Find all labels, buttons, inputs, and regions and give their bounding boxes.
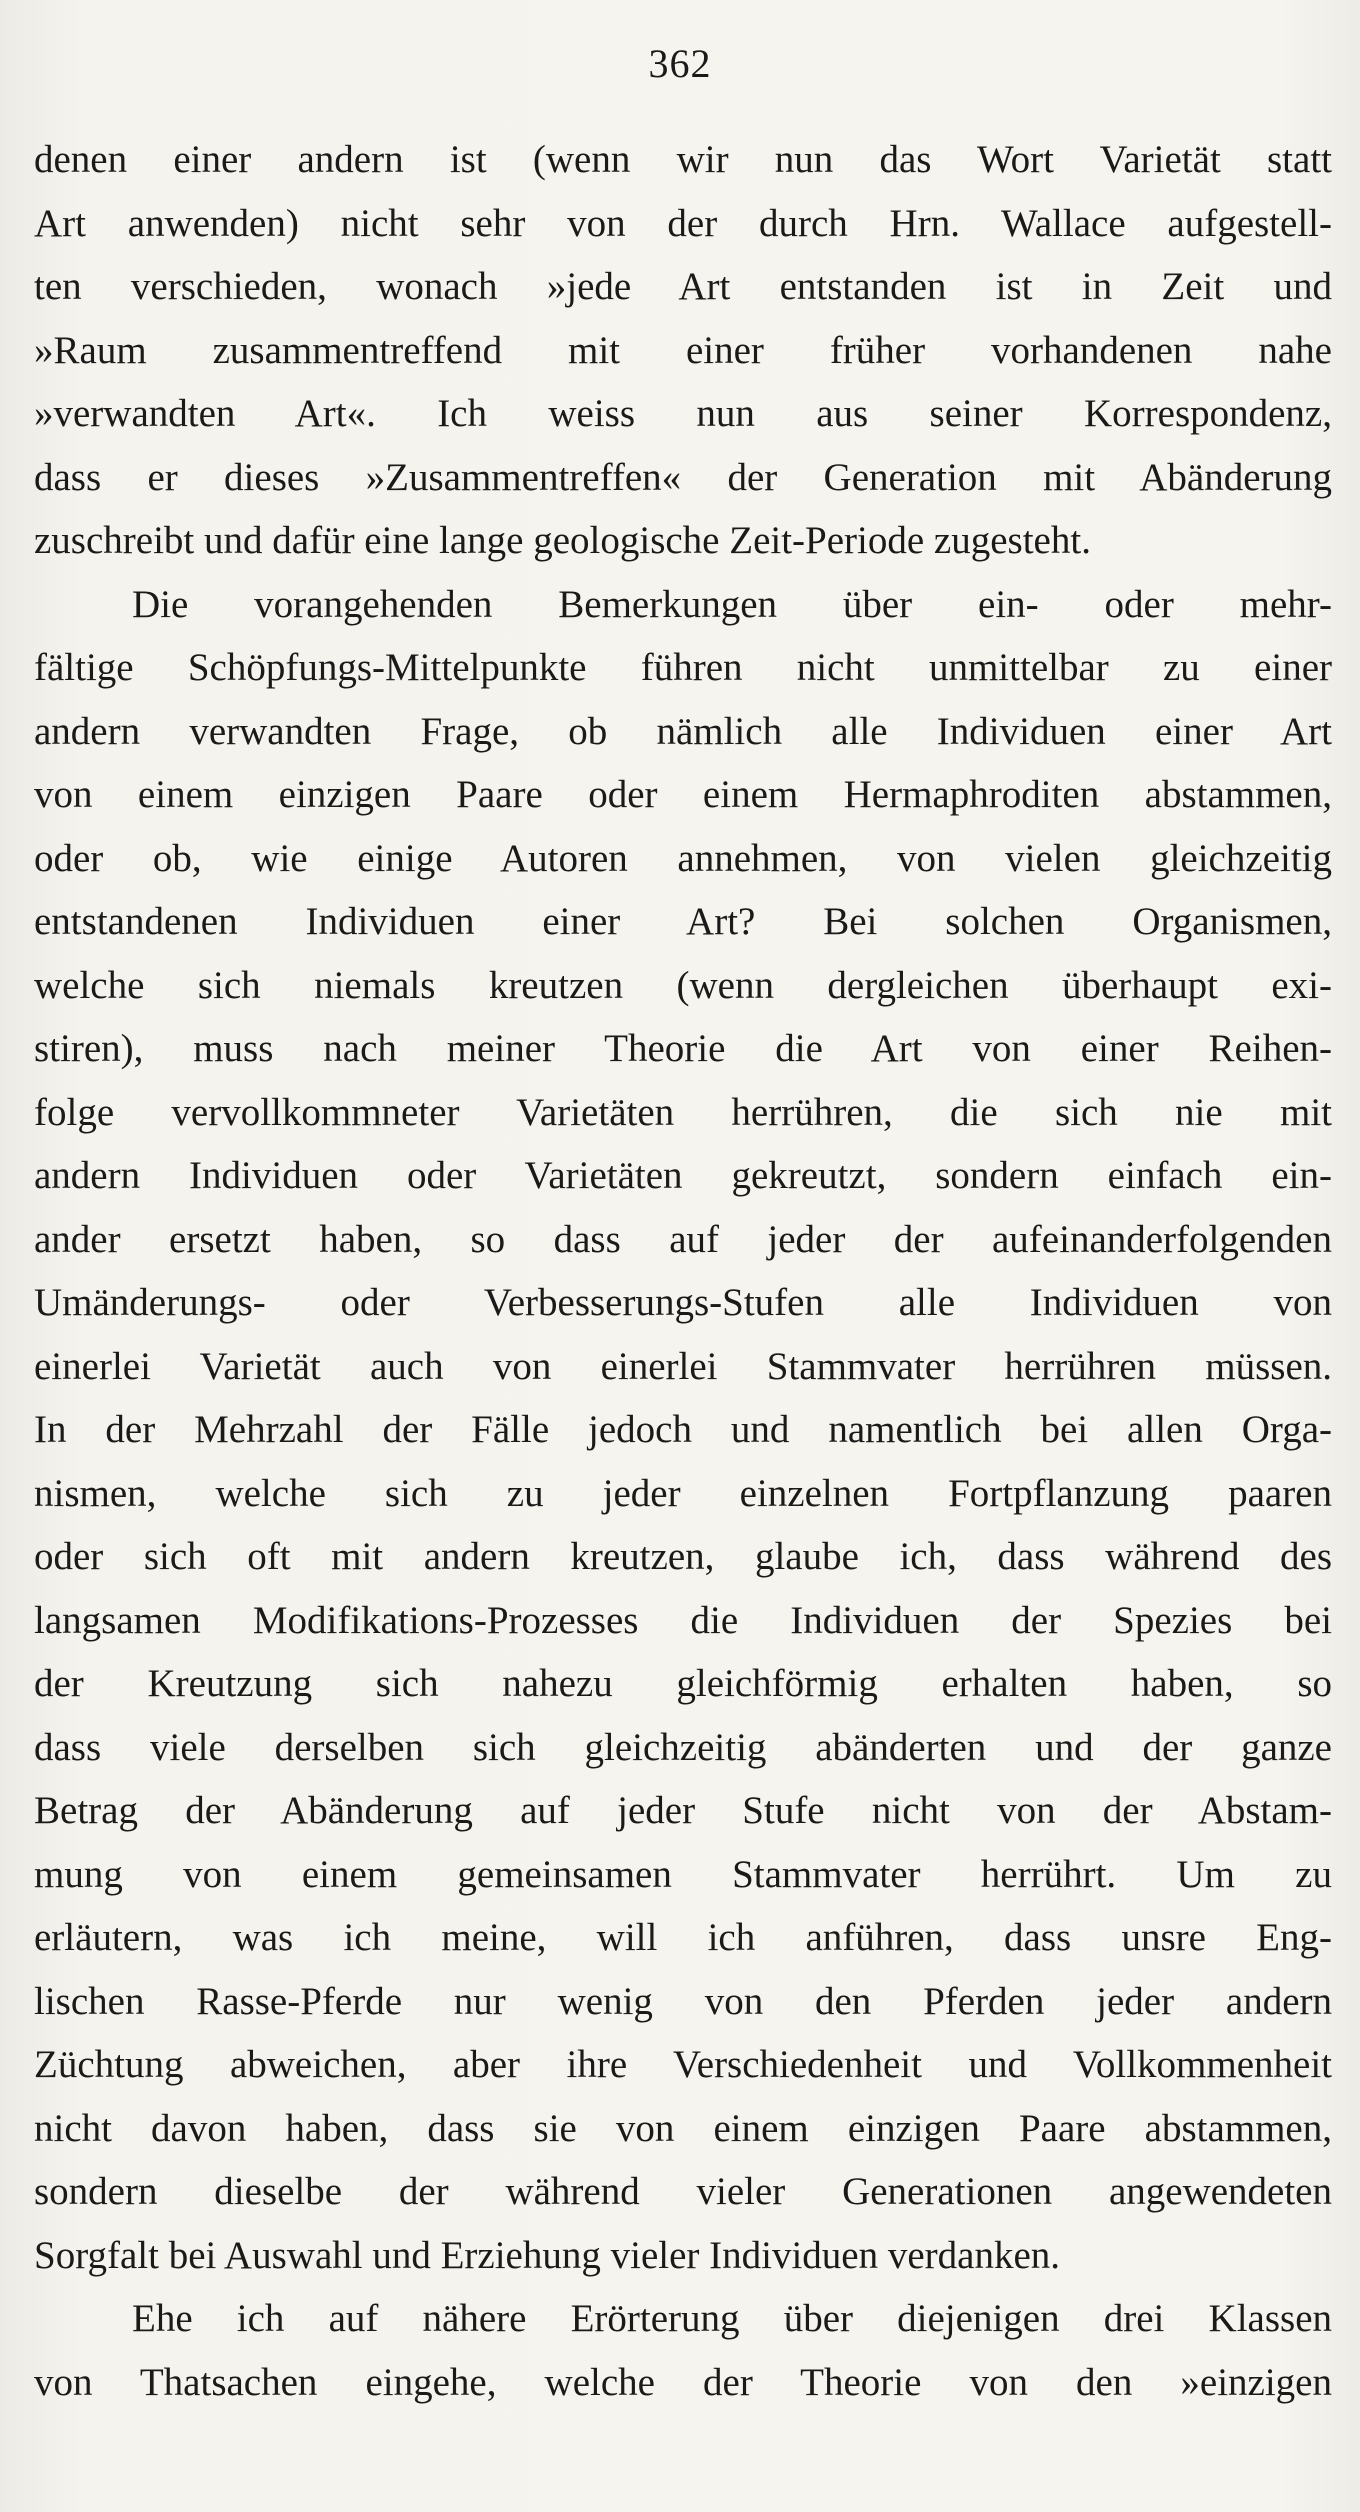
text-line: ten verschieden, wonach »jede Art entstanden ist in Zeit und bbox=[34, 265, 1332, 308]
text-line: welche sich niemals kreutzen (wenn dergleichen überhaupt exi- bbox=[34, 963, 1332, 1007]
text-line: langsamen Modifikations-Prozesses die Individuen der Spezies bei bbox=[34, 1598, 1332, 1642]
text-line: In der Mehrzahl der Fälle jedoch und namentlich bei allen Orga- bbox=[34, 1408, 1332, 1451]
text-line: dass er dieses »Zusammentreffen« der Generation mit Abänderung bbox=[34, 455, 1332, 499]
text-line: Ehe ich auf nähere Erörterung über diejenigen drei Klassen bbox=[132, 2297, 1332, 2340]
text-line: Art anwenden) nicht sehr von der durch Hrn. Wallace aufgestell- bbox=[34, 201, 1332, 245]
text-line: zuschreibt und dafür eine lange geologische Zeit-Periode zugesteht. bbox=[34, 519, 1091, 562]
text-line: sondern dieselbe der während vieler Generationen angewendeten bbox=[34, 2170, 1332, 2213]
text-line: denen einer andern ist (wenn wir nun das Wort Varietät statt bbox=[34, 138, 1332, 181]
text-line: von Thatsachen eingehe, welche der Theorie von den »einzigen bbox=[34, 2360, 1332, 2404]
text-line: andern Individuen oder Varietäten gekreutzt, sondern einfach ein- bbox=[34, 1154, 1332, 1197]
text-line: Sorgfalt bei Auswahl und Erziehung vieler Individuen verdanken. bbox=[34, 2233, 1061, 2277]
text-line: mung von einem gemeinsamen Stammvater herrührt. Um zu bbox=[34, 1852, 1332, 1896]
text-line: lischen Rasse-Pferde nur wenig von den Pferden jeder andern bbox=[34, 1979, 1332, 2023]
text-line: oder sich oft mit andern kreutzen, glaube ich, dass während des bbox=[34, 1535, 1332, 1578]
text-line: Betrag der Abänderung auf jeder Stufe nicht von der Abstam- bbox=[34, 1789, 1332, 1832]
text-line: Die vorangehenden Bemerkungen über ein- oder mehr- bbox=[132, 582, 1332, 626]
text-line: der Kreutzung sich nahezu gleichförmig erhalten haben, so bbox=[34, 1662, 1332, 1705]
page-number: 362 bbox=[648, 41, 712, 86]
text-line: ander ersetzt haben, so dass auf jeder der aufeinanderfolgenden bbox=[34, 1217, 1332, 1261]
text-line: »verwandten Art«. Ich weiss nun aus seiner Korrespondenz, bbox=[34, 392, 1332, 435]
text-line: nicht davon haben, dass sie von einem einzigen Paare abstammen, bbox=[34, 2106, 1332, 2150]
text-line: erläutern, was ich meine, will ich anführen, dass unsre Eng- bbox=[34, 1916, 1332, 1959]
text-line: nismen, welche sich zu jeder einzelnen Fortpflanzung paaren bbox=[34, 1471, 1332, 1515]
text-line: andern verwandten Frage, ob nämlich alle Individuen einer Art bbox=[34, 709, 1332, 753]
body-text bbox=[34, 128, 1332, 2414]
text-line: dass viele derselben sich gleichzeitig abänderten und der ganze bbox=[34, 1725, 1332, 1769]
text-line: oder ob, wie einige Autoren annehmen, von vielen gleichzeitig bbox=[34, 836, 1332, 880]
text-line: Umänderungs- oder Verbesserungs-Stufen alle Individuen von bbox=[34, 1281, 1332, 1324]
text-line: folge vervollkommneter Varietäten herrühren, die sich nie mit bbox=[34, 1090, 1332, 1134]
text-line: von einem einzigen Paare oder einem Hermaphroditen abstammen, bbox=[34, 773, 1332, 816]
text-line: einerlei Varietät auch von einerlei Stammvater herrühren müssen. bbox=[34, 1344, 1332, 1388]
text-line: fältige Schöpfungs-Mittelpunkte führen nicht unmittelbar zu einer bbox=[34, 646, 1332, 689]
text-line: entstandenen Individuen einer Art? Bei solchen Organismen, bbox=[34, 900, 1332, 943]
text-line: Züchtung abweichen, aber ihre Verschiedenheit und Vollkommenheit bbox=[34, 2043, 1332, 2086]
text-line: stiren), muss nach meiner Theorie die Art von einer Reihen- bbox=[34, 1027, 1332, 1070]
text-line: »Raum zusammentreffend mit einer früher vorhandenen nahe bbox=[34, 328, 1332, 372]
